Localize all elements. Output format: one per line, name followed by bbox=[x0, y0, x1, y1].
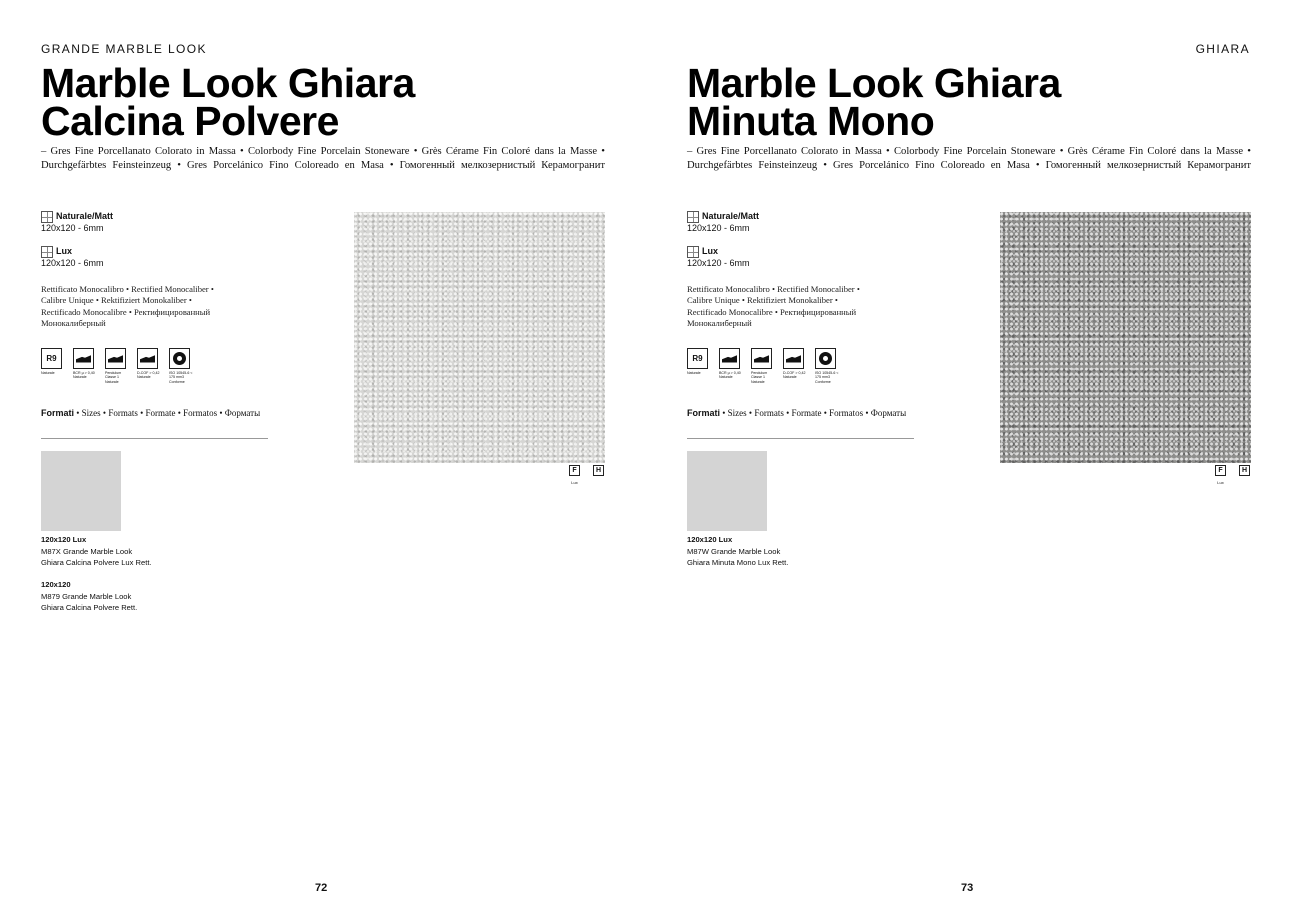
page-number: 72 bbox=[315, 882, 328, 894]
product-title bbox=[687, 60, 1061, 144]
title-line-1: Marble Look Ghiara bbox=[41, 60, 415, 106]
format-swatch bbox=[687, 451, 767, 531]
tag-caption: Lux bbox=[1217, 480, 1224, 485]
r9-badge: R9 Naturale bbox=[41, 348, 62, 384]
finish-tag-h: H bbox=[593, 465, 604, 476]
finish-lux bbox=[41, 246, 104, 270]
finish-tag-h: H bbox=[1239, 465, 1250, 476]
bcr-shoe-icon: BCR µ > 0,40 Naturale bbox=[73, 348, 94, 384]
section-label: GHIARA bbox=[1195, 42, 1250, 56]
dcof-shoe-icon: D-COF > 0,42 Naturale bbox=[783, 348, 804, 384]
title-line-2: Minuta Mono bbox=[687, 98, 935, 144]
formats-heading: Formati • Sizes • Formats • Formate • Formatos • Форматы bbox=[41, 408, 261, 418]
finish-grid-icon bbox=[41, 211, 53, 223]
r9-badge: R9 Naturale bbox=[687, 348, 708, 384]
finish-size: 120x120 - 6mm bbox=[687, 258, 750, 268]
product-code-entry: 120x120 Lux M87X Grande Marble Look Ghiara Calcina Polvere Lux Rett. bbox=[41, 535, 152, 567]
tile-texture-image bbox=[1000, 212, 1251, 463]
finish-grid-icon bbox=[687, 211, 699, 223]
certification-badges bbox=[41, 348, 193, 384]
material-description: – Gres Fine Porcellanato Colorato in Massa • Colorbody Fine Porcelain Stoneware • Grès Cérame Fin Coloré dans la Masse • Durchgefärbtes Feinsteinzeug • Gres Porcelánico Fino Coloreado en Masa • Гомогенный мелкозернистый Керамогранит bbox=[687, 146, 1251, 171]
product-title bbox=[41, 60, 415, 144]
iso-disc-icon: ISO 10545-6 < 175 mm3 Conforme bbox=[815, 348, 836, 384]
finish-size: 120x120 - 6mm bbox=[687, 223, 750, 233]
finish-grid-icon bbox=[687, 246, 699, 258]
rectified-note: Rettificato Monocalibro • Rectified Monocaliber • Calibre Unique • Rektifiziert Monokaliber • Rectificado Monocalibre • Ректифицированный Монокалиберный bbox=[41, 284, 214, 328]
finish-name: Lux bbox=[56, 246, 73, 257]
section-label: GRANDE MARBLE LOOK bbox=[41, 42, 207, 56]
finish-naturale bbox=[687, 211, 759, 235]
certification-badges bbox=[687, 348, 839, 384]
tile-texture-image bbox=[354, 212, 605, 463]
pendulum-shoe-icon: Pendulum Classe 1 Naturale bbox=[105, 348, 126, 384]
rectified-note: Rettificato Monocalibro • Rectified Monocaliber • Calibre Unique • Rektifiziert Monokaliber • Rectificado Monocalibre • Ректифицированный Монокалиберный bbox=[687, 284, 860, 328]
finish-tag-f: F bbox=[1215, 465, 1226, 476]
title-line-2: Calcina Polvere bbox=[41, 98, 339, 144]
divider bbox=[687, 438, 914, 439]
finish-tag-f: F bbox=[569, 465, 580, 476]
iso-disc-icon: ISO 10545-6 < 175 mm3 Conforme bbox=[169, 348, 190, 384]
finish-name: Lux bbox=[702, 246, 719, 257]
finish-grid-icon bbox=[41, 246, 53, 258]
dcof-shoe-icon: D-COF > 0,42 Naturale bbox=[137, 348, 158, 384]
pendulum-shoe-icon: Pendulum Classe 1 Naturale bbox=[751, 348, 772, 384]
catalog-page-right bbox=[646, 0, 1291, 920]
format-swatch bbox=[41, 451, 121, 531]
product-code-entry: 120x120 Lux M87W Grande Marble Look Ghiara Minuta Mono Lux Rett. bbox=[687, 535, 789, 567]
product-code-entry: 120x120 M879 Grande Marble Look Ghiara Calcina Polvere Rett. bbox=[41, 580, 138, 612]
page-number: 73 bbox=[961, 882, 974, 894]
finish-size: 120x120 - 6mm bbox=[41, 223, 104, 233]
material-description: – Gres Fine Porcellanato Colorato in Massa • Colorbody Fine Porcelain Stoneware • Grès Cérame Fin Coloré dans la Masse • Durchgefärbtes Feinsteinzeug • Gres Porcelánico Fino Coloreado en Masa • Гомогенный мелкозернистый Керамогранит bbox=[41, 146, 605, 171]
title-line-1: Marble Look Ghiara bbox=[687, 60, 1061, 106]
finish-lux bbox=[687, 246, 750, 270]
catalog-page-left bbox=[0, 0, 645, 920]
finish-naturale bbox=[41, 211, 113, 235]
finish-size: 120x120 - 6mm bbox=[41, 258, 104, 268]
bcr-shoe-icon: BCR µ > 0,40 Naturale bbox=[719, 348, 740, 384]
tag-caption: Lux bbox=[571, 480, 578, 485]
finish-name: Naturale/Matt bbox=[702, 211, 760, 222]
divider bbox=[41, 438, 268, 439]
formats-heading: Formati • Sizes • Formats • Formate • Formatos • Форматы bbox=[687, 408, 907, 418]
finish-name: Naturale/Matt bbox=[56, 211, 114, 222]
